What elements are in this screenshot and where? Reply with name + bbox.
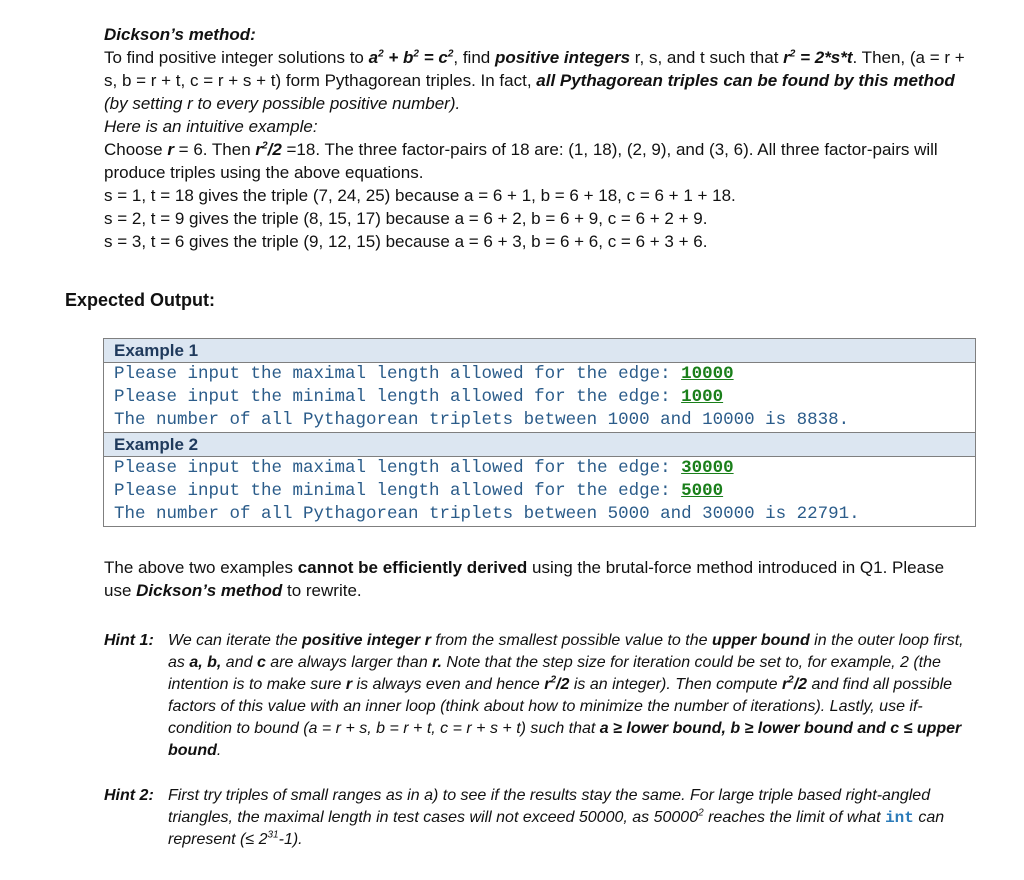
hint-text: Note that the step size for iteration could be set to, for example, 2 (the intention is to make sure — [168, 654, 941, 693]
hint-label: Hint 2: — [104, 787, 154, 804]
eq-sq: 2 — [413, 48, 419, 60]
rewrite-text-1: The above two examples — [104, 558, 298, 577]
dickson-title: Dickson’s method: — [104, 25, 256, 44]
intro-text-2: , find — [453, 48, 495, 67]
positive-integers-emphasis: positive integers — [494, 48, 631, 67]
hint-text: is always even and hence — [352, 676, 545, 693]
hint-bold: /2 — [793, 676, 808, 693]
int-keyword: int — [885, 809, 914, 827]
eq-r: r — [783, 48, 790, 67]
example-output — [104, 363, 976, 433]
eq-rhs: = 2*s*t — [795, 48, 853, 67]
result-line: The number of all Pythagorean triplets between 1000 and 10000 is 8838. — [114, 410, 850, 430]
intro-text-4: . Then, (a = r + s, b = r + t, c = r + s + t) form Pythagorean triples. In fact, — [104, 48, 965, 90]
max-input-value: 30000 — [681, 458, 734, 478]
eq-equals: = — [418, 48, 439, 67]
result-line: The number of all Pythagorean triplets between 5000 and 30000 is 22791. — [114, 504, 860, 524]
hint-bold: a ≥ lower bound, b ≥ lower bound and c ≤ upper bound — [168, 720, 962, 759]
hint-exponent: 31 — [267, 829, 279, 841]
hint-text: -1). — [278, 831, 303, 848]
min-prompt: Please input the minimal length allowed for the edge: — [114, 387, 682, 407]
hint-2 — [104, 785, 968, 851]
min-prompt: Please input the minimal length allowed for the edge: — [114, 481, 682, 501]
hint-sq: 2 — [550, 674, 557, 686]
hint-body — [168, 785, 968, 851]
min-input-value: 5000 — [681, 481, 724, 501]
choose-r: r — [167, 140, 174, 159]
rewrite-bold-1: cannot be efficiently derived — [297, 558, 528, 577]
hint-bold: positive integer r — [302, 632, 431, 649]
hint-text: can represent (≤ 2 — [168, 809, 945, 848]
hint-text: are always larger than — [265, 654, 433, 671]
hint-bold: /2 — [556, 676, 570, 693]
min-input-value: 1000 — [681, 387, 724, 407]
hint-bold: r — [544, 676, 551, 693]
hint-bold: upper bound — [711, 632, 810, 649]
hint-body — [168, 630, 968, 762]
eq-sq: 2 — [378, 48, 384, 60]
choose-text-3: =18. The three factor-pairs of 18 are: (1, 18), (2, 9), and (3, 6). All three factor-pairs will produce triples using the above equations. — [104, 140, 938, 182]
hint-bold: r — [345, 676, 353, 693]
intro-text-3: r, s, and t such that — [630, 48, 784, 67]
hint-sq: 2 — [788, 674, 794, 686]
hint-text: We can iterate the — [168, 632, 302, 649]
dickson-intro — [104, 46, 968, 115]
rewrite-text-3: to rewrite. — [282, 581, 362, 600]
hint-1 — [104, 630, 968, 762]
choose-sq: 2 — [262, 140, 268, 152]
max-input-value: 10000 — [681, 364, 734, 384]
hint-text: . — [216, 742, 222, 759]
eq-a: a — [368, 48, 379, 67]
max-prompt: Please input the maximal length allowed for the edge: — [114, 364, 682, 384]
dickson-section — [104, 23, 968, 253]
hint-bold: r — [781, 676, 789, 693]
examples-table — [103, 338, 976, 527]
triple-line: s = 2, t = 9 gives the triple (8, 15, 17) because a = 6 + 2, b = 6 + 9, c = 6 + 2 + 9. — [104, 209, 708, 228]
triple-line: s = 1, t = 18 gives the triple (7, 24, 25) because a = 6 + 1, b = 6 + 18, c = 6 + 1 + 18. — [104, 186, 736, 205]
hint-bold: r. — [432, 654, 442, 671]
eq-sq: 2 — [789, 48, 796, 60]
example-label: Here is an intuitive example: — [104, 117, 318, 136]
example-title: Example 1 — [104, 339, 976, 363]
choose-text-1: Choose — [104, 140, 168, 159]
hint-bold: a, b, — [189, 654, 222, 671]
choose-half: /2 — [267, 140, 282, 159]
eq-c: c — [438, 48, 448, 67]
hint-text: from the smallest possible value to the — [430, 632, 712, 649]
eq-b: b — [403, 48, 414, 67]
example-output — [104, 457, 976, 527]
eq-plus: + — [383, 48, 404, 67]
choose-text-2: = 6. Then — [173, 140, 256, 159]
hint-bold: c — [256, 654, 266, 671]
example-title: Example 2 — [104, 433, 976, 457]
intro-text-1: To find positive integer solutions to — [104, 48, 369, 67]
choose-r2: r — [255, 140, 263, 159]
expected-output-heading: Expected Output: — [65, 290, 216, 310]
hint-text: reaches the limit of what — [703, 809, 886, 826]
max-prompt: Please input the maximal length allowed for the edge: — [114, 458, 682, 478]
choose-paragraph — [104, 138, 968, 184]
hint-sq: 2 — [698, 807, 704, 819]
rewrite-text-2: using the brutal-force method introduced in Q1. Please use — [104, 558, 945, 600]
triple-line: s = 3, t = 6 gives the triple (9, 12, 15) because a = 6 + 3, b = 6 + 6, c = 6 + 3 + 6. — [104, 232, 708, 251]
hint-text: First try triples of small ranges as in a) to see if the results stay the same. For large triple based right-angled triangles, the maximal length in test cases will not exceed 50000, as 50000 — [168, 787, 931, 826]
hint-text: and — [221, 654, 257, 671]
rewrite-paragraph — [104, 556, 968, 602]
rewrite-bold-2: Dickson’s method — [136, 581, 283, 600]
hint-label: Hint 1: — [104, 632, 154, 649]
hint-text: and find all possible factors of this value with an inner loop (think about how to minimize the number of iterations). Lastly, use if-condition to bound (a = r + s, b = r + t, c = r + s + t) such that — [168, 676, 953, 737]
all-triples-emphasis: all Pythagorean triples can be found by this method — [536, 71, 955, 90]
eq-sq: 2 — [447, 48, 454, 60]
hint-text: in the outer loop first, as — [168, 632, 964, 671]
intro-text-5: (by setting r to every possible positive number). — [104, 94, 461, 113]
hint-text: is an integer). Then compute — [569, 676, 782, 693]
